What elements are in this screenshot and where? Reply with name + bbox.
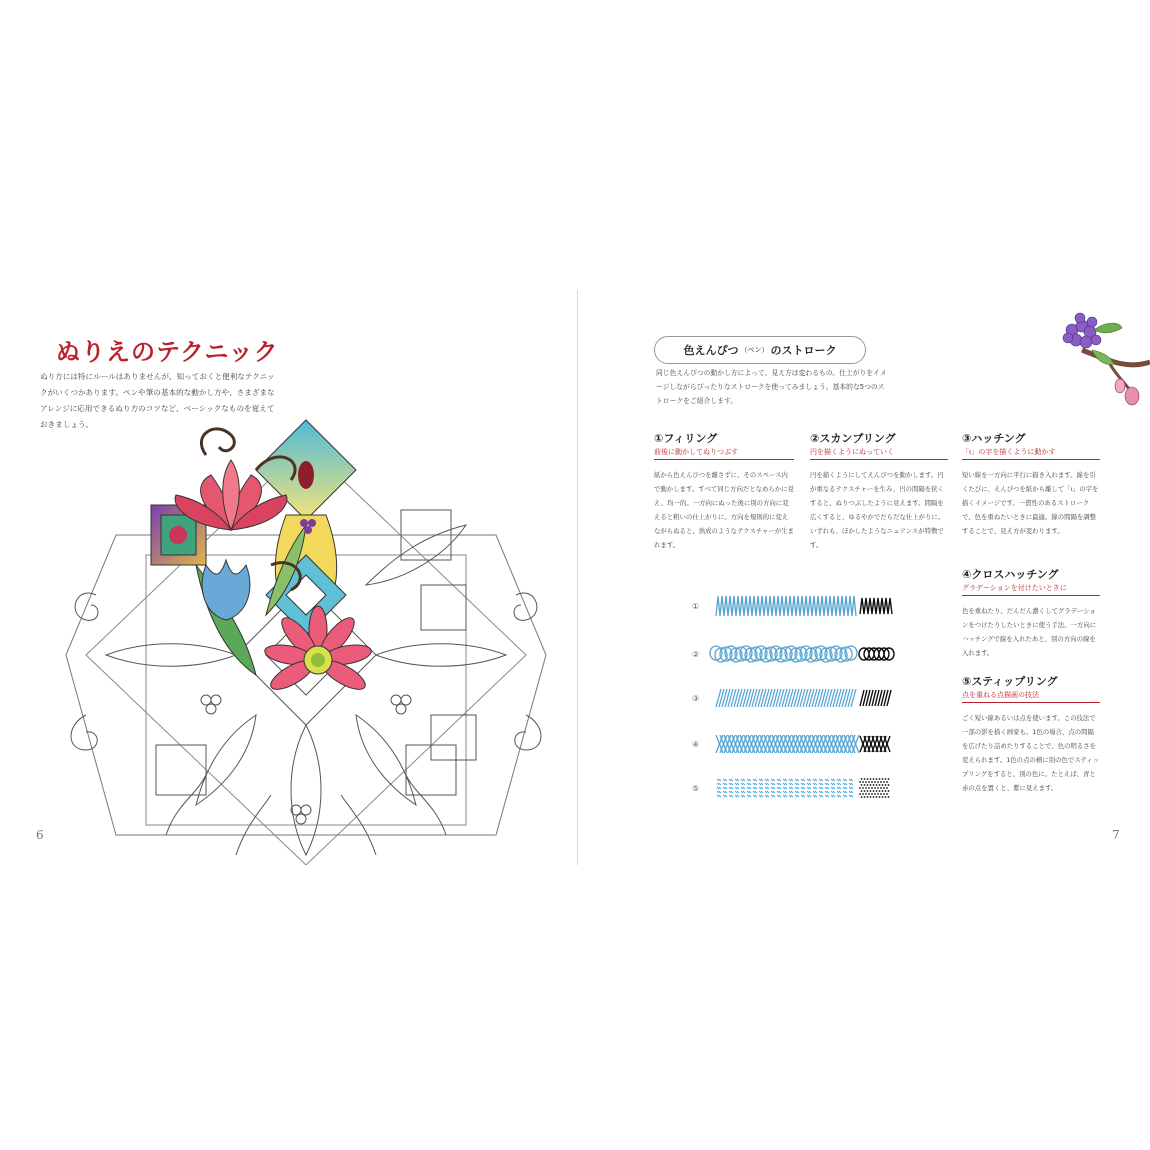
mandala-illustration bbox=[56, 415, 556, 865]
section-title-main: 色えんぴつ bbox=[683, 344, 739, 357]
technique-subtitle: 前後に動かしてぬりつぶす bbox=[654, 447, 794, 460]
technique-body: ごく短い線あるいは点を使います。この技法で一部の影を描く画家も。1色の場合、点の間隔を広げたり詰めたりすることで、色の明るさを変えられます。1色の点の横に別の色でスティップリングをすると、別の色に。たとえば、青と赤の点を置くと、紫に見えます。 bbox=[962, 714, 1100, 792]
technique-subtitle: 点を重ねる点描画の技法 bbox=[962, 690, 1100, 703]
technique-subtitle: 円を描くようにぬっていく bbox=[810, 447, 948, 460]
stroke-sample-row bbox=[716, 596, 856, 616]
technique-body: 短い線を一方向に平行に描き入れます。線を引くたびに、えんぴつを紙から離して「ι」の字を描くイメージです。一貫性のあるストロークで、色を重ねたいときに最適。線の間隔を調整することで、見え方が変わります。 bbox=[962, 471, 1099, 535]
stroke-sample-black bbox=[859, 648, 894, 660]
technique-subtitle: 「ι」の字を描くように動かす bbox=[962, 447, 1100, 460]
stroke-sample-row bbox=[716, 689, 856, 707]
technique-filling bbox=[654, 430, 794, 552]
intro-text: ぬり方には特にルールはありませんが、知っておくと便利なテクニックがいくつかあります。ペンや筆の基本的な動かし方や、さまざまなアレンジに応用できるぬり方のコツなど、ベーシックなものを覚えておきましょう。 bbox=[40, 372, 275, 429]
stroke-sample-black bbox=[859, 778, 889, 798]
stroke-sample-label: ① bbox=[692, 602, 700, 611]
stroke-sample-label: ③ bbox=[692, 694, 700, 703]
stroke-sample-row bbox=[716, 735, 859, 753]
technique-subtitle: グラデーションを付けたいときに bbox=[962, 583, 1100, 596]
technique-scumbling bbox=[810, 430, 948, 552]
technique-body: 紙から色えんぴつを離さずに、そのスペース内で動かします。すべて同じ方向だとなめらかに見え、均一的。一方向にぬった後に別の方向に変えると粗いの仕上がりに。方向を規則的に変えながらぬると、熟成のようなテクスチャーが生まれます。 bbox=[654, 471, 794, 549]
hydrangea-illustration bbox=[1052, 300, 1150, 410]
section-title-suffix: のストローク bbox=[770, 344, 837, 357]
technique-heading: ①フィリング bbox=[654, 432, 718, 445]
page-number-right: 7 bbox=[1112, 828, 1120, 842]
technique-body: 色を重ねたり、だんだん濃くしてグラデーションをつけたりしたいときに使う手法。一方向にハッチングで線を入れたあと、別の方向の線を入れます。 bbox=[962, 607, 1097, 657]
stroke-sample-label: ② bbox=[692, 650, 700, 659]
technique-heading: ④クロスハッチング bbox=[962, 568, 1059, 581]
stroke-sample-label: ④ bbox=[692, 740, 700, 749]
section-intro: 同じ色えんぴつの動かし方によって、見え方は変わるもの。仕上がりをイメージしながらぴったりなストロークを使ってみましょう。基本的な5つのストロークをご紹介します。 bbox=[656, 369, 887, 405]
technique-heading: ⑤スティップリング bbox=[962, 675, 1058, 688]
stroke-sample-row bbox=[717, 779, 853, 797]
technique-hatching bbox=[962, 430, 1100, 538]
stroke-sample-black bbox=[860, 598, 892, 614]
page-title: ぬりえのテクニック bbox=[56, 337, 279, 366]
stroke-sample-row bbox=[710, 646, 857, 662]
technique-heading: ②スカンブリング bbox=[810, 432, 896, 445]
technique-heading: ③ハッチング bbox=[962, 432, 1026, 445]
technique-stippling bbox=[962, 673, 1100, 795]
technique-body: 円を描くようにしてえんぴつを動かします。円が重なるテクスチャーを生み、円の間隔を狭くすると、ぬりつぶしたように見えます。間隔を広くすると、ゆるやかでだらだな仕上がりに。いずれも、ぼかしたようなニュアンスが特徴です。 bbox=[810, 471, 945, 549]
technique-crosshatching bbox=[962, 566, 1100, 660]
stroke-samples bbox=[686, 578, 906, 808]
stroke-sample-label: ⑤ bbox=[692, 784, 700, 793]
section-title-paren: （ペン） bbox=[740, 346, 769, 354]
stroke-sample-black bbox=[860, 690, 891, 706]
stroke-sample-black bbox=[860, 736, 890, 752]
page-gutter bbox=[577, 290, 578, 865]
section-title-pill bbox=[654, 336, 866, 364]
page-number-left: 6 bbox=[36, 828, 44, 842]
